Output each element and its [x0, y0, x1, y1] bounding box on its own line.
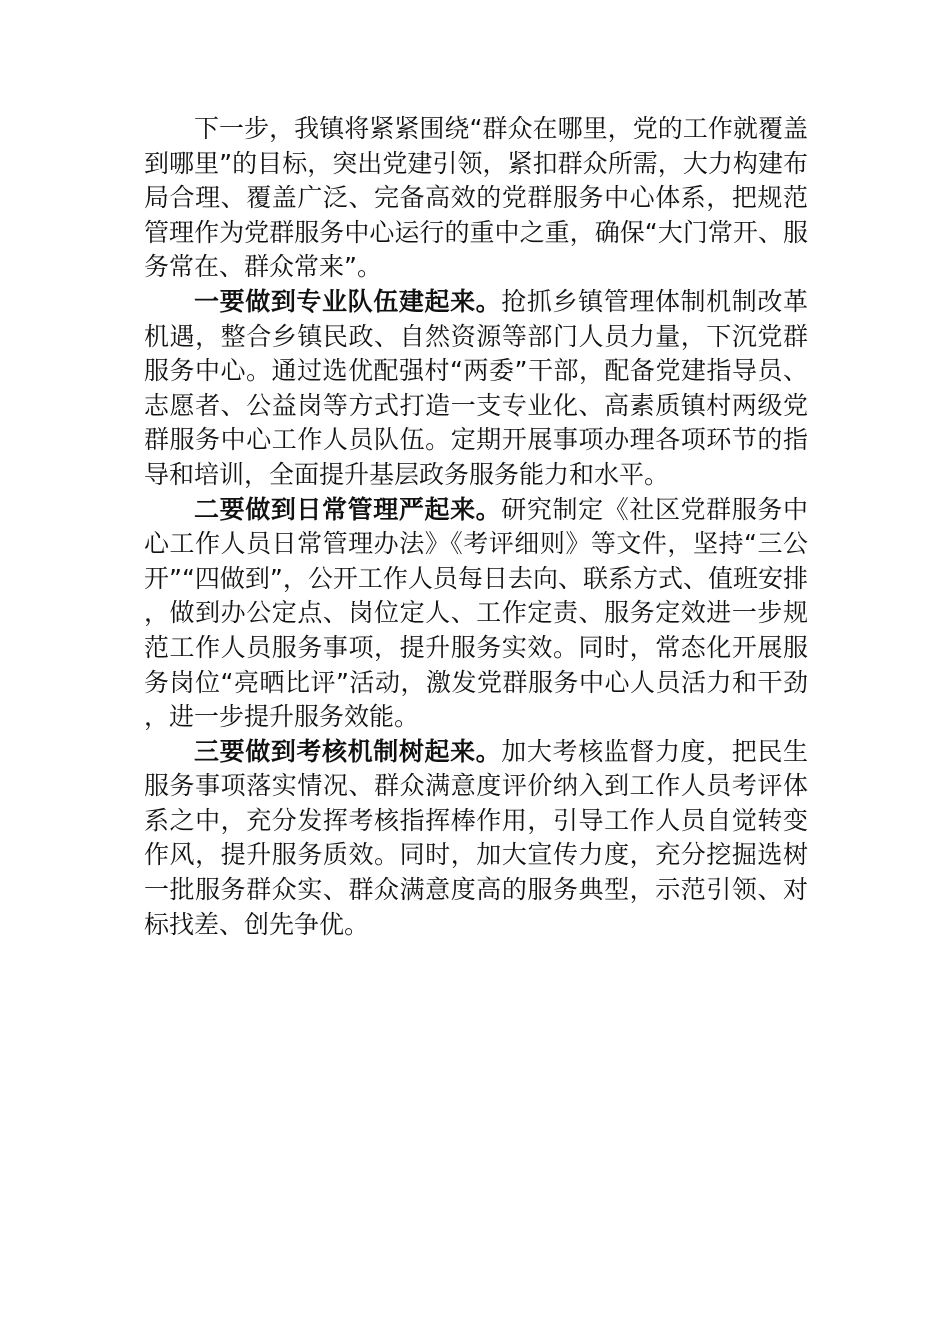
paragraph-professional-team [144, 285, 808, 493]
paragraph-text: 抢抓乡镇管理体制机制改革机遇，整合乡镇民政、自然资源等部门人员力量，下沉党群服务中心。通过选优配强村“两委”干部，配备党建指导员、志愿者、公益岗等方式打造一支专业化、高素质镇村两级党群服务中心工作人员队伍。定期开展事项办理各项环节的指导和培训，全面提升基层政务服务能力和水平。 [144, 286, 808, 489]
document-body [144, 112, 808, 942]
paragraph-next-step [144, 112, 808, 285]
paragraph-text: 研究制定《社区党群服务中心工作人员日常管理办法》《考评细则》等文件，坚持“三公开”“四做到”，公开工作人员每日去向、联系方式、值班安排，做到办公定点、岗位定人、工作定责、服务定效进一步规范工作人员服务事项，提升服务实效。同时，常态化开展服务岗位“亮晒比评”活动，激发党群服务中心人员活力和干劲，进一步提升服务效能。 [144, 494, 808, 732]
paragraph-text: 下一步，我镇将紧紧围绕“群众在哪里，党的工作就覆盖到哪里”的目标，突出党建引领，紧扣群众所需，大力构建布局合理、覆盖广泛、完备高效的党群服务中心体系，把规范管理作为党群服务中心运行的重中之重，确保“大门常开、服务常在、群众常来”。 [144, 114, 808, 282]
paragraph-lead: 二要做到日常管理严起来。 [194, 494, 502, 524]
paragraph-text: 加大考核监督力度，把民生服务事项落实情况、群众满意度评价纳入到工作人员考评体系之中，充分发挥考核指挥棒作用，引导工作人员自觉转变作风，提升服务质效。同时，加大宣传力度，充分挖掘选树一批服务群众实、群众满意度高的服务典型，示范引领、对标找差、创先争优。 [144, 736, 808, 939]
paragraph-assessment-mechanism [144, 735, 808, 943]
paragraph-lead: 三要做到考核机制树起来。 [194, 736, 502, 766]
paragraph-lead: 一要做到专业队伍建起来。 [194, 286, 502, 316]
paragraph-daily-management [144, 493, 808, 735]
